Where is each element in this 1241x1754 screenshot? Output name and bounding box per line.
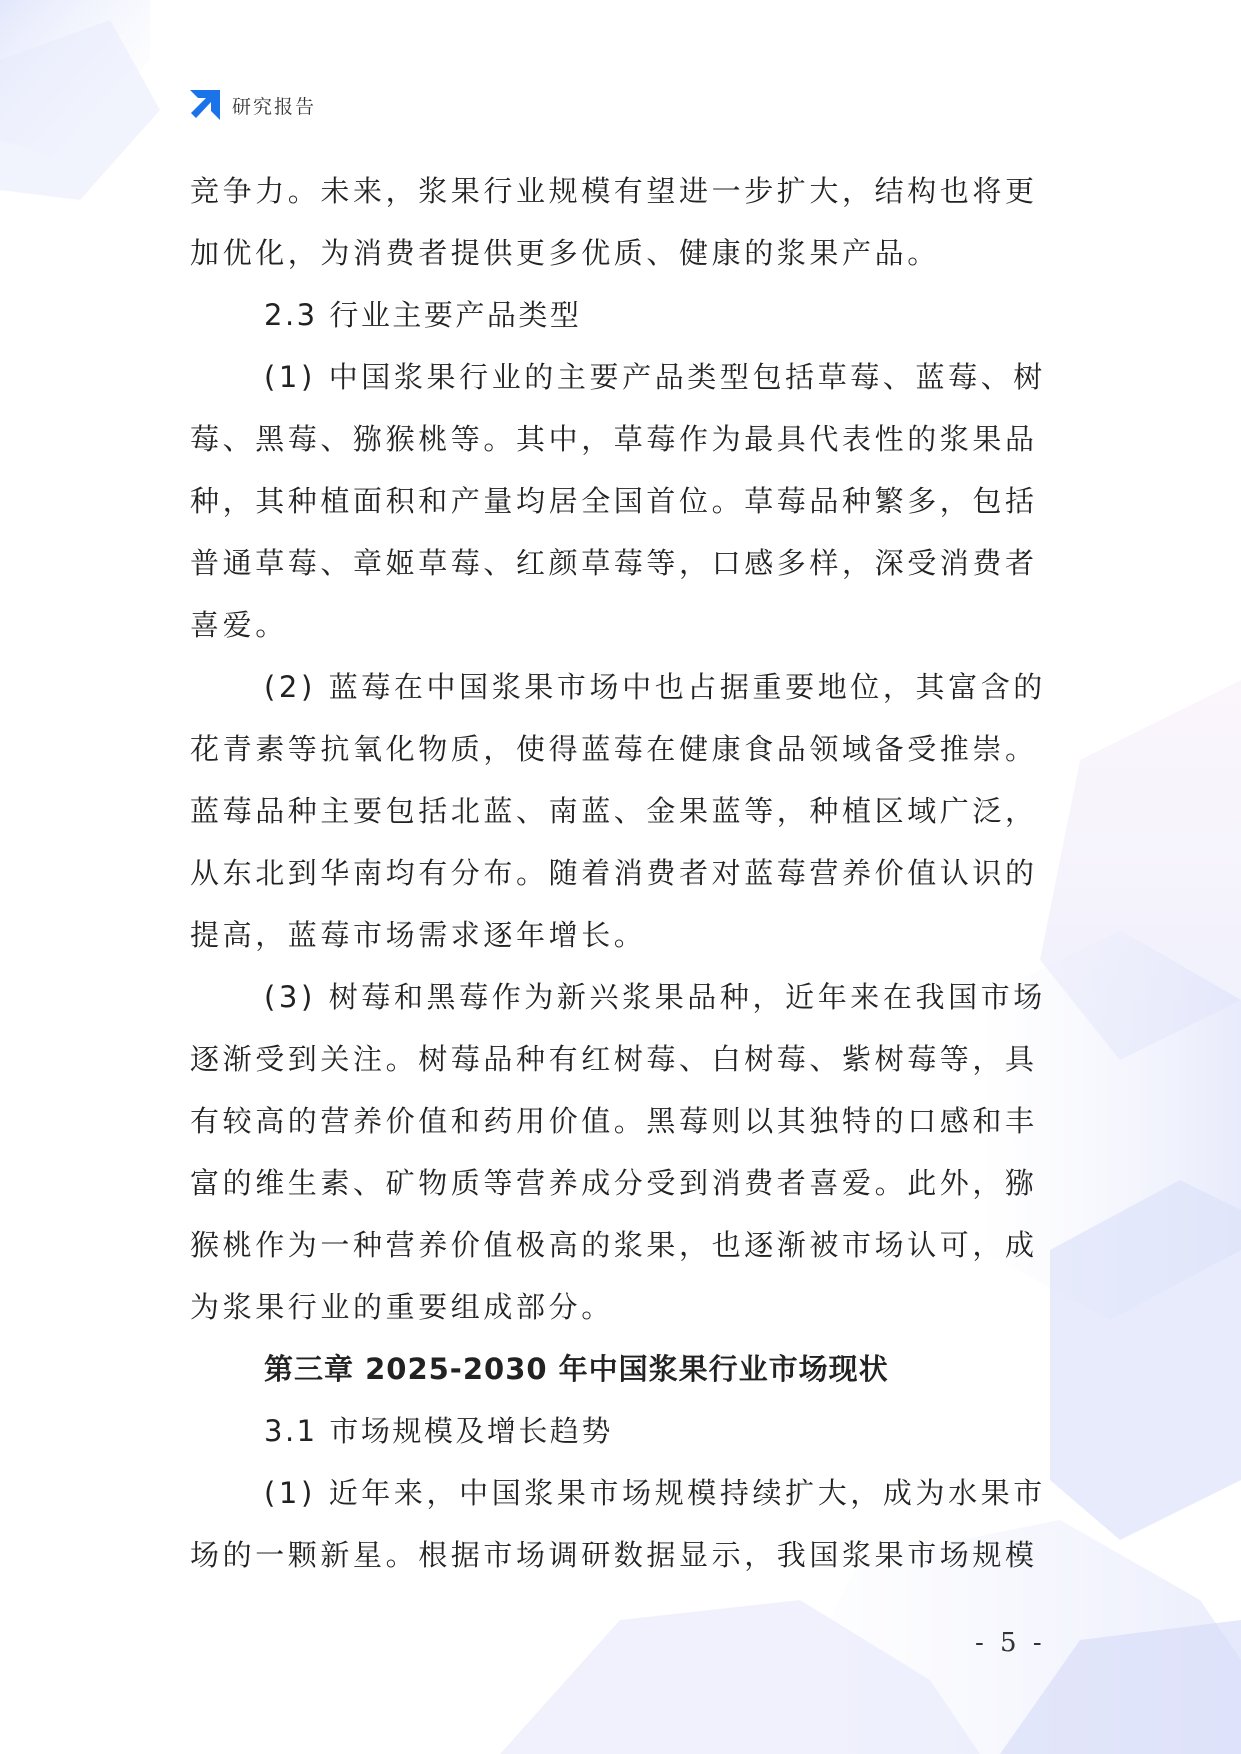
paragraph-line: 普通草莓、章姬草莓、红颜草莓等，口感多样，深受消费者	[190, 546, 1038, 580]
paragraph-line: 蓝莓品种主要包括北蓝、南蓝、金果蓝等，种植区域广泛，	[190, 794, 1038, 828]
paragraph-line: 竞争力。未来，浆果行业规模有望进一步扩大，结构也将更	[190, 174, 1038, 208]
section-heading: 3.1 市场规模及增长趋势	[264, 1414, 613, 1448]
paragraph-line: 种，其种植面积和产量均居全国首位。草莓品种繁多，包括	[190, 484, 1038, 518]
arrow-up-right-icon	[188, 88, 222, 122]
paragraph-line: 富的维生素、矿物质等营养成分受到消费者喜爱。此外，猕	[190, 1166, 1038, 1200]
paragraph-line: 花青素等抗氧化物质，使得蓝莓在健康食品领域备受推崇。	[190, 732, 1038, 766]
paragraph-line: 喜爱。	[190, 608, 288, 642]
paragraph-line: 提高，蓝莓市场需求逐年增长。	[190, 918, 647, 952]
paragraph-line: (2) 蓝莓在中国浆果市场中也占据重要地位，其富含的	[264, 670, 1046, 704]
chapter-heading: 第三章 2025-2030 年中国浆果行业市场现状	[264, 1352, 889, 1386]
paragraph-line: 猴桃作为一种营养价值极高的浆果，也逐渐被市场认可，成	[190, 1228, 1038, 1262]
paragraph-line: 从东北到华南均有分布。随着消费者对蓝莓营养价值认识的	[190, 856, 1038, 890]
paragraph-line: 莓、黑莓、猕猴桃等。其中，草莓作为最具代表性的浆果品	[190, 422, 1038, 456]
paragraph-line: 为浆果行业的重要组成部分。	[190, 1290, 614, 1324]
paragraph-line: 加优化，为消费者提供更多优质、健康的浆果产品。	[190, 236, 940, 270]
paragraph-line: (1) 中国浆果行业的主要产品类型包括草莓、蓝莓、树	[264, 360, 1046, 394]
paragraph-line: (3) 树莓和黑莓作为新兴浆果品种，近年来在我国市场	[264, 980, 1046, 1014]
section-heading: 2.3 行业主要产品类型	[264, 298, 582, 332]
document-body	[190, 160, 1052, 1586]
paragraph-line: 逐渐受到关注。树莓品种有红树莓、白树莓、紫树莓等，具	[190, 1042, 1038, 1076]
paragraph-line: 场的一颗新星。根据市场调研数据显示，我国浆果市场规模	[190, 1538, 1038, 1572]
paragraph-line: (1) 近年来，中国浆果市场规模持续扩大，成为水果市	[264, 1476, 1046, 1510]
paragraph-line: 有较高的营养价值和药用价值。黑莓则以其独特的口感和丰	[190, 1104, 1038, 1138]
page-number: - 5 -	[975, 1628, 1046, 1658]
report-header	[188, 88, 316, 122]
header-title: 研究报告	[232, 95, 317, 118]
